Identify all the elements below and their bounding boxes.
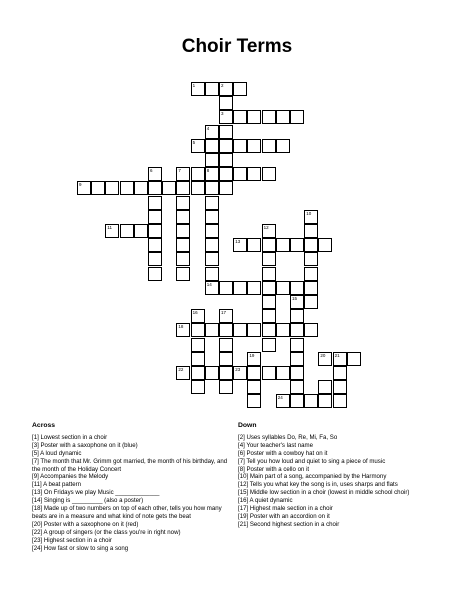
grid-cell[interactable] — [262, 295, 276, 309]
grid-cell[interactable] — [333, 352, 347, 366]
across-clue: [3] Poster with a saxophone on it (blue) — [32, 441, 138, 449]
clue-number: 16 — [192, 310, 198, 316]
across-clue: [23] Highest section in a choir — [32, 536, 112, 544]
grid-cell[interactable] — [290, 238, 304, 252]
across-clues — [32, 422, 232, 553]
down-clue: [19] Poster with an accordion on it — [238, 512, 330, 520]
across-clue: [20] Poster with a saxophone on it (red) — [32, 520, 139, 528]
grid-cell[interactable] — [105, 181, 119, 195]
clue-number: 12 — [263, 225, 269, 230]
grid-cell[interactable] — [148, 196, 162, 210]
grid-cell[interactable] — [247, 366, 261, 380]
grid-cell[interactable] — [219, 110, 233, 124]
grid-cell[interactable] — [290, 110, 304, 124]
grid-cell[interactable] — [148, 210, 162, 224]
grid-cell[interactable] — [205, 281, 219, 295]
grid-cell[interactable] — [233, 82, 247, 96]
across-clue: [7] The month that Mr. Grimm got married, the month of his birthday, and the month of the Holiday Concert — [32, 457, 228, 473]
clue-number: 8 — [206, 168, 210, 174]
grid-cell[interactable] — [219, 380, 233, 394]
grid-cell[interactable] — [247, 380, 261, 394]
clue-number: 21 — [334, 352, 340, 358]
grid-cell[interactable] — [333, 394, 347, 408]
grid-cell[interactable] — [304, 210, 318, 224]
grid-cell[interactable] — [304, 394, 318, 408]
clue-number: 9 — [79, 182, 82, 188]
clue-number: 23 — [235, 367, 241, 372]
across-heading: Across — [32, 422, 56, 429]
down-clue: [17] Highest male section in a choir — [238, 505, 333, 513]
grid-cell[interactable] — [162, 181, 176, 195]
grid-cell[interactable] — [205, 224, 219, 238]
grid-cell[interactable] — [191, 82, 205, 96]
grid-cell[interactable] — [290, 380, 304, 394]
clue-number: 11 — [107, 225, 113, 230]
grid-cell[interactable] — [205, 196, 219, 210]
grid-cell[interactable] — [247, 352, 261, 366]
across-clue: [9] Accompanies the Melody — [32, 473, 109, 481]
down-clue: [8] Poster with a cello on it — [238, 465, 310, 473]
clue-number: 4 — [206, 125, 210, 131]
clue-number: 10 — [306, 210, 312, 216]
grid-cell[interactable] — [148, 224, 162, 238]
grid-cell[interactable] — [233, 323, 247, 337]
clue-number: 6 — [150, 168, 153, 174]
grid-cell[interactable] — [176, 224, 190, 238]
grid-cell[interactable] — [262, 110, 276, 124]
grid-cell[interactable] — [134, 224, 148, 238]
grid-cell[interactable] — [247, 139, 261, 153]
grid-cell[interactable] — [205, 323, 219, 337]
grid-cell[interactable] — [176, 196, 190, 210]
grid-cell[interactable] — [347, 352, 361, 366]
grid-cell[interactable] — [290, 309, 304, 323]
grid-cell[interactable] — [176, 167, 190, 181]
grid-cell[interactable] — [262, 281, 276, 295]
across-clue: [24] How fast or slow to sing a song — [32, 544, 129, 552]
clue-number: 22 — [178, 367, 184, 372]
grid-cell[interactable] — [191, 380, 205, 394]
grid-cell[interactable] — [219, 125, 233, 139]
down-clue: [21] Second highest section in a choir — [238, 520, 340, 528]
across-clue-list — [32, 434, 232, 553]
grid-cell[interactable] — [176, 366, 190, 380]
grid-cell[interactable] — [290, 366, 304, 380]
grid-cell[interactable] — [290, 394, 304, 408]
across-clue: [18] Made up of two numbers on top of each other, tells you how many beats are in a measure and what kind of note gets the beat — [32, 505, 222, 520]
grid-cell[interactable] — [247, 167, 261, 181]
grid-cell[interactable] — [219, 153, 233, 167]
grid-cell[interactable] — [262, 139, 276, 153]
grid-cell[interactable] — [191, 181, 205, 195]
grid-cell[interactable] — [290, 295, 304, 309]
grid-cell[interactable] — [219, 309, 233, 323]
clue-number: 7 — [178, 168, 181, 174]
grid-cell[interactable] — [191, 323, 205, 337]
grid-cell[interactable] — [276, 238, 290, 252]
clue-number: 3 — [221, 111, 224, 117]
grid-cell[interactable] — [219, 323, 233, 337]
grid-cell[interactable] — [333, 380, 347, 394]
grid-cell[interactable] — [233, 139, 247, 153]
grid-cell[interactable] — [233, 238, 247, 252]
grid-cell[interactable] — [191, 366, 205, 380]
clue-number: 5 — [192, 139, 196, 145]
grid-cell[interactable] — [77, 181, 91, 195]
across-clue: [11] A beat pattern — [32, 481, 82, 489]
grid-cell[interactable] — [318, 394, 332, 408]
grid-cell[interactable] — [219, 139, 233, 153]
grid-cell[interactable] — [304, 281, 318, 295]
grid-cell[interactable] — [134, 181, 148, 195]
grid-cell[interactable] — [262, 252, 276, 266]
grid-cell[interactable] — [318, 352, 332, 366]
grid-cell[interactable] — [233, 167, 247, 181]
grid-cell[interactable] — [205, 167, 219, 181]
grid-cell[interactable] — [91, 181, 105, 195]
grid-cell[interactable] — [290, 352, 304, 366]
grid-cell[interactable] — [262, 167, 276, 181]
clue-number: 13 — [235, 239, 241, 245]
across-clue: [22] A group of singers (or the class you're in right now) — [32, 528, 181, 536]
grid-cell[interactable] — [219, 181, 233, 195]
clue-number: 15 — [292, 296, 298, 301]
grid-cell[interactable] — [219, 167, 233, 181]
clue-number: 20 — [320, 352, 326, 358]
grid-cell[interactable] — [148, 267, 162, 281]
grid-cell[interactable] — [247, 281, 261, 295]
grid-cell[interactable] — [176, 252, 190, 266]
grid-cell[interactable] — [247, 238, 261, 252]
grid-cell[interactable] — [233, 366, 247, 380]
grid-cell[interactable] — [262, 366, 276, 380]
clue-number: 24 — [277, 395, 283, 401]
grid-cell[interactable] — [304, 323, 318, 337]
grid-cell[interactable] — [276, 139, 290, 153]
down-clue: [7] Tell you how loud and quiet to sing a piece of music — [238, 457, 386, 465]
grid-cell[interactable] — [205, 125, 219, 139]
grid-cell[interactable] — [304, 238, 318, 252]
page-title: Choir Terms — [181, 36, 293, 57]
grid-cell[interactable] — [276, 281, 290, 295]
grid-cell[interactable] — [262, 224, 276, 238]
clue-number: 1 — [192, 83, 196, 88]
clue-number: 18 — [178, 324, 184, 330]
down-clue: [4] Your teacher's last name — [238, 441, 314, 449]
across-clue: [14] Singing is _________ (also a poster) — [32, 497, 144, 505]
grid-cell[interactable] — [262, 238, 276, 252]
grid-cell[interactable] — [191, 338, 205, 352]
down-clue: [2] Uses syllables Do, Re, Mi, Fa, So — [238, 433, 338, 441]
down-clue-list — [238, 434, 438, 529]
down-clue: [10] Main part of a song, accompanied by the Harmony — [238, 473, 387, 481]
grid-cell[interactable] — [276, 110, 290, 124]
down-clues — [238, 422, 438, 529]
grid-cell[interactable] — [120, 224, 134, 238]
down-clue: [16] A quiet dynamic — [238, 497, 293, 505]
across-clue: [5] A loud dynamic — [32, 449, 82, 457]
grid-cell[interactable] — [176, 181, 190, 195]
grid-cell[interactable] — [148, 167, 162, 181]
grid-cell[interactable] — [191, 139, 205, 153]
down-clue: [15] Middle low section in a choir (lowest in middle school choir) — [238, 489, 410, 497]
clue-number: 19 — [249, 352, 255, 358]
grid-cell[interactable] — [318, 238, 332, 252]
grid-cell[interactable] — [219, 338, 233, 352]
grid-cell[interactable] — [219, 352, 233, 366]
grid-cell[interactable] — [105, 224, 119, 238]
grid-cell[interactable] — [304, 252, 318, 266]
grid-cell[interactable] — [262, 338, 276, 352]
grid-cell[interactable] — [219, 366, 233, 380]
grid-cell[interactable] — [318, 380, 332, 394]
grid-cell[interactable] — [262, 323, 276, 337]
grid-cell[interactable] — [148, 181, 162, 195]
grid-cell[interactable] — [219, 281, 233, 295]
grid-cell[interactable] — [233, 110, 247, 124]
grid-cell[interactable] — [205, 153, 219, 167]
grid-cell[interactable] — [290, 281, 304, 295]
grid-cell[interactable] — [205, 238, 219, 252]
grid-cell[interactable] — [148, 238, 162, 252]
grid-cell[interactable] — [205, 181, 219, 195]
grid-cell[interactable] — [219, 96, 233, 110]
grid-cell[interactable] — [205, 139, 219, 153]
grid-cell[interactable] — [176, 238, 190, 252]
grid-cell[interactable] — [205, 82, 219, 96]
grid-cell[interactable] — [333, 366, 347, 380]
grid-cell[interactable] — [276, 394, 290, 408]
grid-cell[interactable] — [247, 394, 261, 408]
grid-cell[interactable] — [304, 295, 318, 309]
grid-cell[interactable] — [262, 309, 276, 323]
grid-cell[interactable] — [219, 82, 233, 96]
grid-cell[interactable] — [304, 267, 318, 281]
clue-number: 17 — [221, 310, 227, 316]
down-heading: Down — [238, 422, 257, 429]
grid-cell[interactable] — [191, 352, 205, 366]
grid-cell[interactable] — [205, 267, 219, 281]
grid-cell[interactable] — [205, 210, 219, 224]
grid-cell[interactable] — [176, 323, 190, 337]
grid-cell[interactable] — [247, 323, 261, 337]
down-clue: [6] Poster with a cowboy hat on it — [238, 449, 328, 457]
grid-cell[interactable] — [290, 323, 304, 337]
grid-cell[interactable] — [191, 167, 205, 181]
clue-number: 14 — [206, 281, 212, 287]
grid-cell[interactable] — [290, 338, 304, 352]
down-clue: [12] Tells you what key the song is in, uses sharps and flats — [238, 481, 398, 489]
grid-cell[interactable] — [262, 267, 276, 281]
grid-cell[interactable] — [247, 110, 261, 124]
clue-number: 2 — [221, 83, 224, 88]
grid-cell[interactable] — [148, 252, 162, 266]
across-clue: [1] Lowest section in a choir — [32, 433, 108, 441]
grid-cell[interactable] — [205, 366, 219, 380]
across-clue: [13] On Fridays we play Music _____________ — [32, 489, 160, 497]
grid-cell[interactable] — [205, 252, 219, 266]
grid-cell[interactable] — [233, 281, 247, 295]
grid-cell[interactable] — [191, 309, 205, 323]
grid-cell[interactable] — [176, 210, 190, 224]
grid-cell[interactable] — [176, 267, 190, 281]
grid-cell[interactable] — [120, 181, 134, 195]
grid-cell[interactable] — [276, 323, 290, 337]
grid-cell[interactable] — [304, 224, 318, 238]
grid-cell[interactable] — [276, 366, 290, 380]
